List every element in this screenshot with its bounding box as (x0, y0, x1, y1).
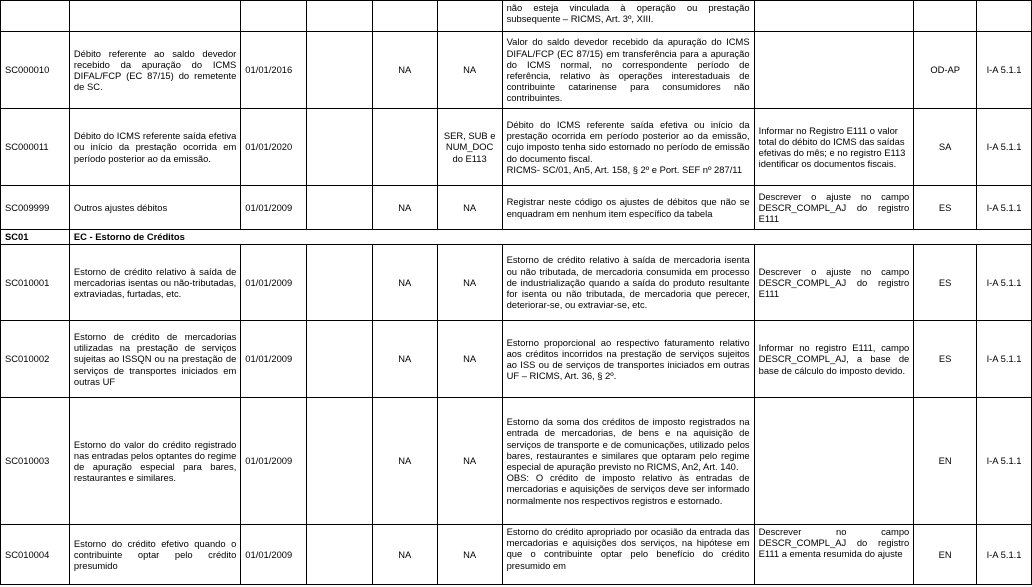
code-cell: SC010003 (1, 398, 70, 525)
description-cell: Estorno de crédito de mercadorias utilizadas na prestação de serviços sujeitas ao ISSQN ou na prestação de serviços de transportes iniciados em outras UF (69, 321, 240, 398)
na-cell: NA (437, 525, 502, 585)
legal-basis-text: Débito do ICMS referente saída efetiva ou início da prestação ocorrida em período posterior ao da emissão, cujo imposto tenha sido estornado no período de emissão do documento fiscal. (506, 118, 750, 164)
na-cell: NA (437, 398, 502, 525)
legal-basis-text: Estorno da soma dos créditos de imposto registrados na entrada de mercadorias, de bens e na aquisição de serviços de transporte e de comunicações, utilizado pelos bares, restaurantes e similares que optaram pelo regime especial de apuração previsto no RICMS, An2, Art. 140. (506, 416, 750, 472)
description-cell: Outros ajustes débitos (69, 186, 240, 230)
na-cell: NA (372, 525, 437, 585)
table-row (1, 245, 1032, 321)
table-row (1, 186, 1032, 230)
na-cell: NA (372, 186, 437, 230)
section-header-row (1, 230, 1032, 245)
empty-cell (307, 398, 373, 525)
instruction-cell: Descrever o ajuste no campo DESCR_COMPL_AJ do registro E111 (754, 186, 914, 230)
na-cell: NA (372, 321, 437, 398)
nature-cell: ES (914, 186, 977, 230)
instruction-cell: Descrever no campo DESCR_COMPL_AJ do registro E111 a ementa resumida do ajuste (754, 525, 914, 585)
code-cell: SC010001 (1, 245, 70, 321)
description-cell: Estorno de crédito relativo à saída de mercadorias isentas ou não-tributadas, extraviadas, furtadas, etc. (69, 245, 240, 321)
table-row (1, 109, 1032, 186)
empty-cell (307, 321, 373, 398)
group-cell (977, 1, 1032, 32)
start-date-cell: 01/01/2020 (241, 109, 307, 186)
group-cell: I-A 5.1.1 (977, 525, 1032, 585)
description-cell (69, 1, 240, 32)
start-date-cell: 01/01/2009 (241, 525, 307, 585)
na-cell: NA (437, 245, 502, 321)
code-cell: SC010004 (1, 525, 70, 585)
na-cell: NA (372, 245, 437, 321)
nature-cell: ES (914, 321, 977, 398)
nature-cell: EN (914, 398, 977, 525)
instruction-cell: Descrever o ajuste no campo DESCR_COMPL_AJ do registro E111 (754, 245, 914, 321)
table-row (1, 398, 1032, 525)
nature-cell: EN (914, 525, 977, 585)
nature-cell (914, 1, 977, 32)
empty-cell (307, 109, 373, 186)
legal-basis-cell: Registrar neste código os ajustes de débitos que não se enquadram em nenhum item específico da tabela (502, 186, 754, 230)
description-cell: Estorno do valor do crédito registrado nas entradas pelos optantes do regime de apuração especial para bares, restaurantes e similares. (69, 398, 240, 525)
start-date-cell: 01/01/2016 (241, 32, 307, 109)
code-cell: SC000010 (1, 32, 70, 109)
instruction-cell: Informar no Registro E111 o valor total do débito do ICMS das saídas efetivas do mês; e no registro E113 identificar os documentos fiscais. (754, 109, 914, 186)
instruction-cell (754, 32, 914, 109)
table-row (1, 32, 1032, 109)
na-cell (437, 1, 502, 32)
empty-cell (307, 186, 373, 230)
start-date-cell: 01/01/2009 (241, 245, 307, 321)
empty-cell (307, 1, 373, 32)
start-date-cell: 01/01/2009 (241, 321, 307, 398)
empty-cell (307, 525, 373, 585)
section-title: EC - Estorno de Créditos (69, 230, 1031, 245)
instruction-cell (754, 1, 914, 32)
instruction-cell (754, 398, 914, 525)
section-code: SC01 (1, 230, 70, 245)
legal-basis-cell (502, 398, 754, 525)
legal-basis-cell: Estorno do crédito apropriado por ocasião da entrada das mercadorias e aquisições dos serviços, na hipótese em que o contribuinte optar pelo benefício do crédito presumido em (502, 525, 754, 585)
instruction-cell: Informar no registro E111, campo DESCR_COMPL_AJ, a base de base de cálculo do imposto devido. (754, 321, 914, 398)
na-cell: NA (372, 32, 437, 109)
group-cell: I-A 5.1.1 (977, 245, 1032, 321)
table-row (1, 321, 1032, 398)
start-date-cell (241, 1, 307, 32)
na-cell: NA (437, 186, 502, 230)
fields-cell: SER, SUB e NUM_DOC do E113 (437, 109, 502, 186)
table-row (1, 525, 1032, 585)
group-cell: I-A 5.1.1 (977, 321, 1032, 398)
na-cell: NA (437, 321, 502, 398)
legal-basis-cell: Estorno de crédito relativo à saída de mercadoria isenta ou não tributada, de mercadoria consumida em processo de industrialização quando a saída do produto resultante for isenta ou não tributada, de mercadoria que perecer, deteriorar-se, ou extraviar-se, etc. (502, 245, 754, 321)
nature-cell: SA (914, 109, 977, 186)
group-cell: I-A 5.1.1 (977, 32, 1032, 109)
legal-basis-reference: RICMS- SC/01, An5, Art. 158, § 2º e Port. SEF nº 287/11 (506, 163, 743, 175)
code-cell (1, 1, 70, 32)
start-date-cell: 01/01/2009 (241, 186, 307, 230)
group-cell: I-A 5.1.1 (977, 186, 1032, 230)
legal-basis-cell: Estorno proporcional ao respectivo faturamento relativo aos créditos incorridos na prestação de serviços sujeitos ao ISS ou de serviços de transportes iniciados em outras UF – RICMS, Art. 36, § 2º. (502, 321, 754, 398)
legal-basis-cell (502, 109, 754, 186)
group-cell: I-A 5.1.1 (977, 109, 1032, 186)
nature-cell: ES (914, 245, 977, 321)
code-cell: SC010002 (1, 321, 70, 398)
empty-cell (372, 109, 437, 186)
group-cell: I-A 5.1.1 (977, 398, 1032, 525)
code-cell: SC000011 (1, 109, 70, 186)
description-cell: Débito do ICMS referente saída efetiva ou início da prestação ocorrida em período posterior ao da emissão. (69, 109, 240, 186)
legal-basis-cell: Valor do saldo devedor recebido da apuração do ICMS DIFAL/FCP (EC 87/15) em transferência para a apuração do ICMS normal, no correspondente período de referência, relativo às operações interestaduais de contribuinte catarinense para consumidores não contribuintes. (502, 32, 754, 109)
legal-basis-note: OBS: O crédito de imposto relativo às entradas de mercadorias e aquisições de serviços deve ser informado normalmente nos respectivos registros e estornado. (506, 472, 750, 506)
description-cell: Débito referente ao saldo devedor recebido da apuração do ICMS DIFAL/FCP (EC 87/15) do remetente de SC. (69, 32, 240, 109)
description-cell: Estorno do crédito efetivo quando o contribuinte optar pelo crédito presumido (69, 525, 240, 585)
code-cell: SC009999 (1, 186, 70, 230)
legal-basis-cell: não esteja vinculada à operação ou prestação subsequente – RICMS, Art. 3º, XIII. (502, 1, 754, 32)
table-row (1, 1, 1032, 32)
na-cell: NA (372, 398, 437, 525)
empty-cell (307, 32, 373, 109)
na-cell: NA (437, 32, 502, 109)
na-cell (372, 1, 437, 32)
empty-cell (307, 245, 373, 321)
nature-cell: OD-AP (914, 32, 977, 109)
start-date-cell: 01/01/2009 (241, 398, 307, 525)
